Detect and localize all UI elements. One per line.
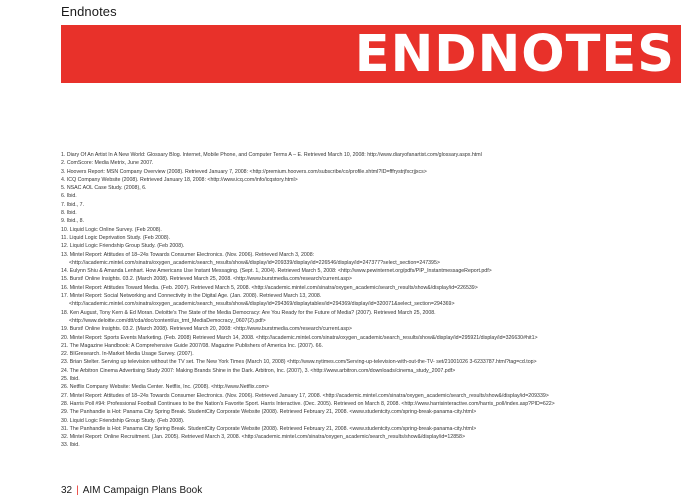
endnote-text: 2. ComScore: Media Metrix, June 2007. bbox=[61, 160, 154, 167]
endnote-item bbox=[61, 325, 679, 333]
endnote-text: 15. Burst! Online Insights. 03.2. (March 2008). Retrieved March 25, 2008. <http://www.burstmedia.com/research/current.asp> bbox=[61, 276, 352, 283]
endnote-item bbox=[61, 226, 679, 234]
endnote-item bbox=[61, 408, 679, 416]
endnote-text: 24. The Arbitron Cinema Advertising Study 2007: Making Brands Shine in the Dark. Arbitron, Inc. (2007), 3. <http://www.arbitron.com/downloads/cinema_study_2007.pdf> bbox=[61, 367, 456, 374]
endnote-text: 21. The Magazine Handbook: A Comprehensive Guide 2007/08. Magazine Publishers of America Inc. (2007). 66. bbox=[61, 342, 323, 349]
endnote-item bbox=[61, 392, 679, 400]
endnote-continuation: <http://academic.mintel.com/sinatra/oxygen_academic/search_results/show&/display/id=294369/displaytables/id=294369/display/id=320071&select_section=294369> bbox=[69, 301, 455, 308]
endnote-item bbox=[61, 350, 679, 358]
endnote-text: 6. Ibid. bbox=[61, 193, 77, 200]
page-number: 32 bbox=[61, 485, 73, 496]
endnote-text: 27. Mintel Report: Attitudes of 18–24s Towards Consumer Electronics. (Nov. 2006). Retrieved January 17, 2008. <http://academic.mintel.com/sinatra/oxygen_academic/search_results/show&/display/id=209339> bbox=[61, 392, 549, 399]
endnote-text: 31. The Panhandle is Hot: Panama City Spring Break. StudentCity Corporate Website (2008). Retrieved February 21, 2008. <www.studentcity.com/spring-break-panama-city.html> bbox=[61, 425, 477, 432]
endnote-item bbox=[61, 375, 679, 383]
endnote-text: 10. Liquid Logic Online Survey. (Feb 2008). bbox=[61, 226, 162, 233]
endnote-item bbox=[61, 417, 679, 425]
endnote-text: 7. Ibid., 7. bbox=[61, 201, 85, 208]
endnote-text: 4. ICQ Company Website (2008). Retrieved January 18, 2008: <http://www.icq.com/info/icqstory.html> bbox=[61, 176, 298, 183]
endnote-text: 13. Mintel Report: Attitudes of 18–24s Towards Consumer Electronics. (Nov. 2006). Retrieved March 3, 2008: bbox=[61, 251, 315, 258]
endnote-item bbox=[61, 267, 679, 275]
endnote-item bbox=[61, 251, 679, 268]
endnote-item bbox=[61, 425, 679, 433]
endnote-item bbox=[61, 168, 679, 176]
endnote-text: 9. Ibid., 8. bbox=[61, 218, 85, 225]
endnote-item bbox=[61, 176, 679, 184]
endnote-text: 19. Burst! Online Insights. 03.2. (March 2008). Retrieved March 20, 2008: <http://www.burstmedia.com/research/current.asp> bbox=[61, 326, 352, 333]
banner-title: ENDNOTES bbox=[354, 25, 675, 84]
endnote-text: 26. Netflix Company Website: Media Center. Netflix, Inc. (2008). <http://www.Netflix.com> bbox=[61, 384, 269, 391]
endnote-item bbox=[61, 433, 679, 441]
endnote-text: 20. Mintel Report: Sports Events Marketing. (Feb. 2008) Retrieved March 14, 2008. <http://academic.mintel.com/sinatra/oxygen_academic/search_results/show&/display/id=295921/display/id=326630#hit1> bbox=[61, 334, 538, 341]
endnote-item bbox=[61, 159, 679, 167]
endnote-text: 5. NSAC AOL Case Study. (2008), 6. bbox=[61, 185, 147, 192]
endnote-text: 11. Liquid Logic Deprivation Study. (Feb 2008). bbox=[61, 234, 170, 241]
endnotes-list bbox=[61, 151, 679, 450]
endnote-item bbox=[61, 367, 679, 375]
endnote-item bbox=[61, 342, 679, 350]
footer-separator: | bbox=[76, 485, 79, 496]
endnote-item bbox=[61, 184, 679, 192]
endnote-text: 23. Brian Stelter. Serving up television without the TV set. The New York Times (March 10, 2008) <http://www.nytimes.com/Serving-up-television-with-out-the-TV- set/21001026 3-6233787.html?tag=cd.top> bbox=[61, 359, 537, 366]
endnote-text: 32. Mintel Report: Online Recruitment. (Jan. 2005). Retrieved March 3, 2008. <http://academic.mintel.com/sinatra/oxygen_academic/search_results/show&/display/id=12858> bbox=[61, 434, 466, 441]
endnote-text: 1. Diary Of An Artist In A New World: Glossary Blog. Internet, Mobile Phone, and Computer Terms A – E. Retrieved March 10, 2008: http://www.diaryofanartist.com/glossary.aspx.html bbox=[61, 152, 482, 158]
endnote-continuation: <http://www.deloitte.com/dtt/cda/doc/content/us_tmt_MediaDemocracy_0607(2).pdf> bbox=[69, 317, 266, 324]
endnote-text: 22. BIGresearch. In-Market Media Usage Survey. (2007). bbox=[61, 351, 194, 358]
endnote-item bbox=[61, 242, 679, 250]
endnote-text: 25. Ibid. bbox=[61, 376, 80, 383]
endnote-text: 29. The Panhandle is Hot: Panama City Spring Break. StudentCity Corporate Website (2008). Retrieved February 21, 2008. <www.studentcity.com/spring-break-panama-city.html> bbox=[61, 409, 477, 416]
endnote-text: 30. Liquid Logic Friendship Group Study. (Feb 2008). bbox=[61, 417, 185, 424]
endnote-text: 12. Liquid Logic Friendship Group Study. (Feb 2008). bbox=[61, 243, 185, 250]
endnote-item bbox=[61, 441, 679, 449]
endnote-item bbox=[61, 209, 679, 217]
page-footer bbox=[61, 485, 202, 496]
endnote-text: 28. Harris Poll #94: Professional Football Continues to be the Nation's Favorite Sport. Harris Interactive. (Dec. 2005). Retrieved on March 8, 2008. <http://www.harrisinteractive.com/harris_poll/index.asp?PID=622> bbox=[61, 400, 555, 407]
endnote-continuation: <http://academic.mintel.com/sinatra/oxygen_academic/search_results/show&/display/id=209339/display/id=226546/display/id=247377?select_section=247395> bbox=[69, 259, 440, 266]
endnote-item bbox=[61, 275, 679, 283]
endnote-text: 14. Eulynn Shiu & Amanda Lenhart. How Americans Use Instant Messaging. (Sept. 1, 2004). Retrieved March 5, 2008: <http://www.pewinternet.org/pdfs/PIP_InstantmessageReport.pdf> bbox=[61, 268, 492, 275]
endnote-text: 8. Ibid. bbox=[61, 210, 77, 217]
endnote-item bbox=[61, 383, 679, 391]
endnote-item bbox=[61, 201, 679, 209]
endnote-text: 16. Mintel Report: Attitudes Toward Media. (Feb. 2007). Retrieved March 5, 2008. <http://academic.mintel.com/sinatra/oxygen_academic/search_results/show&/display/id=226539> bbox=[61, 284, 478, 291]
book-title: AIM Campaign Plans Book bbox=[82, 485, 203, 496]
endnotes-banner bbox=[61, 25, 681, 83]
endnote-text: 17. Mintel Report: Social Networking and Connectivity in the Digital Age. (Jan. 2008). Retrieved March 13, 2008. bbox=[61, 293, 322, 300]
endnote-item bbox=[61, 284, 679, 292]
endnote-item bbox=[61, 292, 679, 309]
endnote-item bbox=[61, 151, 679, 159]
endnote-item bbox=[61, 334, 679, 342]
endnote-item bbox=[61, 234, 679, 242]
endnote-item bbox=[61, 358, 679, 366]
endnote-text: 33. Ibid. bbox=[61, 442, 80, 449]
endnote-text: 18. Ken August, Tony Kern & Ed Moran. Deloitte's The State of the Media Democracy: Are You Ready for the Future of Media? (2007). Retrieved March 25, 2008. bbox=[61, 309, 436, 316]
endnote-item bbox=[61, 400, 679, 408]
endnote-item bbox=[61, 309, 679, 326]
endnote-item bbox=[61, 217, 679, 225]
section-label: Endnotes bbox=[61, 4, 117, 19]
endnote-item bbox=[61, 192, 679, 200]
endnote-text: 3. Hoovers Report: MSN Company Overview (2008). Retrieved January 7, 2008: <http://premium.hoovers.com/subscribe/co/profile.xhtml?ID=fffrystrjfxcrjjxcs> bbox=[61, 168, 427, 175]
